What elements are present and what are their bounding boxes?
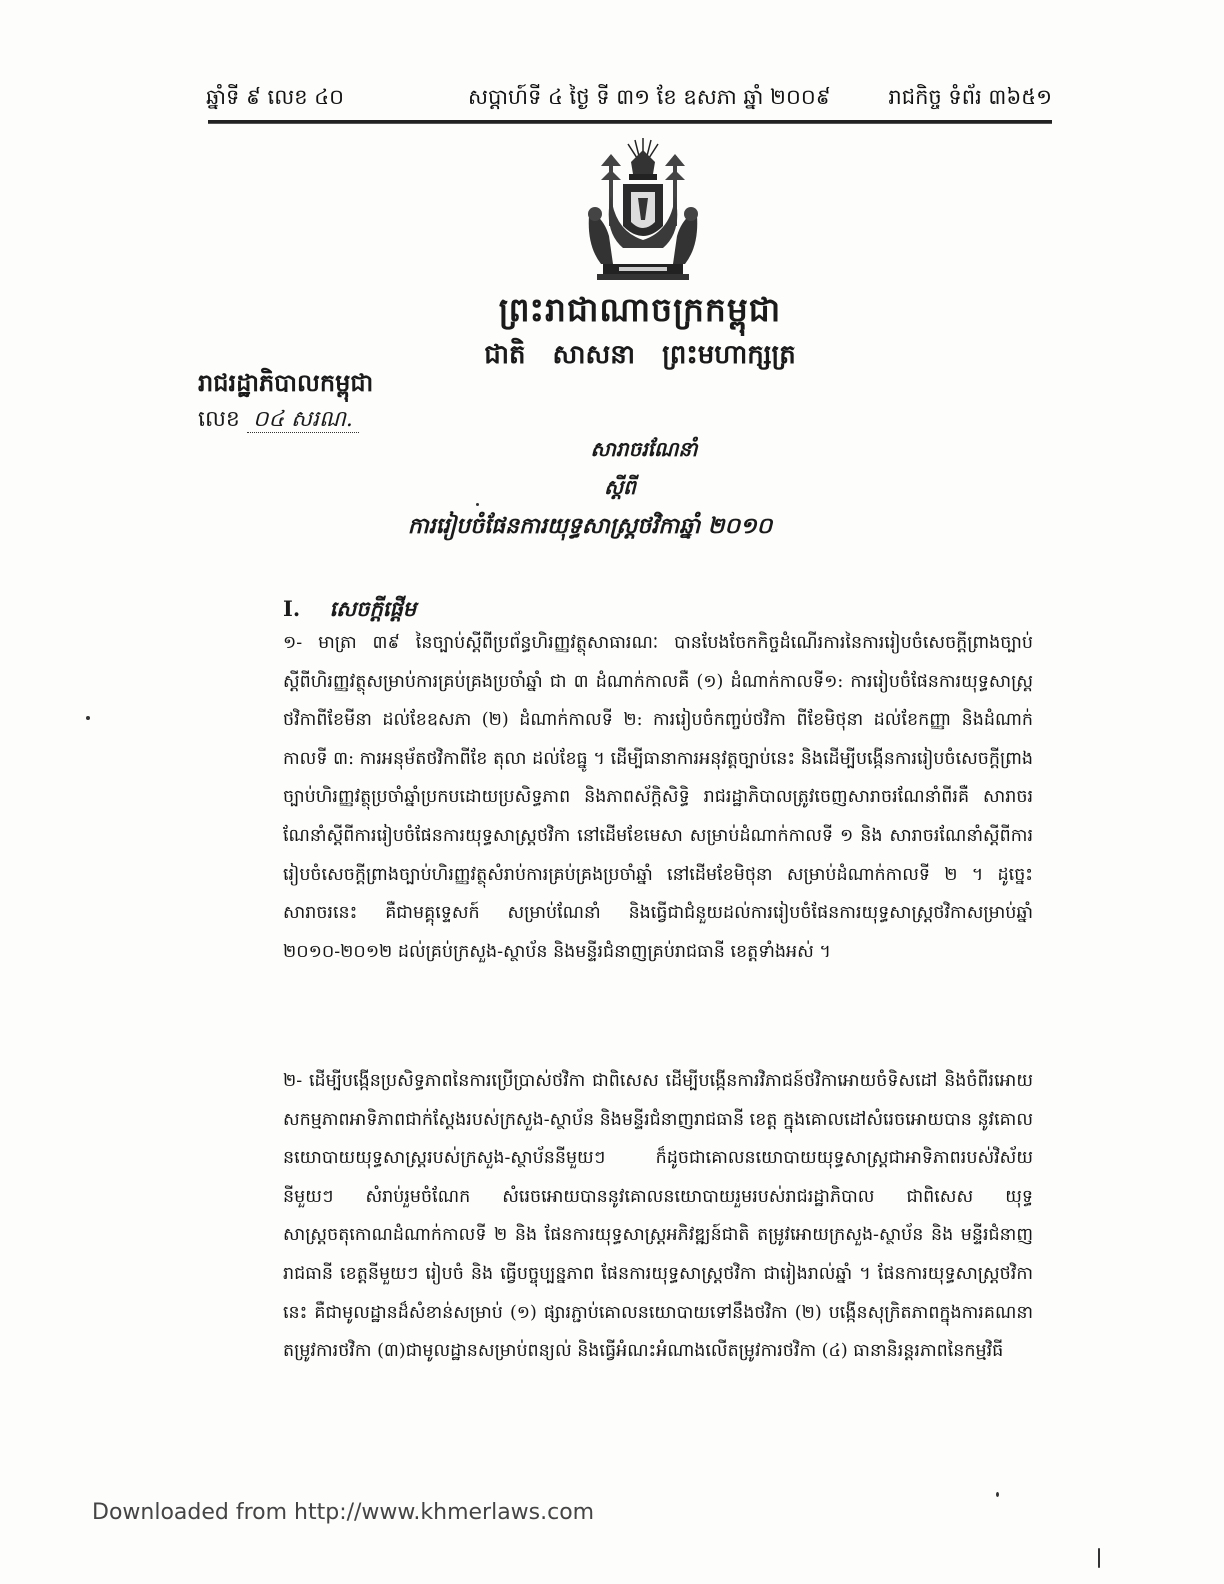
scan-speck bbox=[996, 1492, 999, 1497]
paragraph-1: ១- មាត្រា ៣៩ នៃច្បាប់ស្តីពីប្រព័ន្ធហិរញ្ញវត្ថុសាធារណៈ បានបែងចែកកិច្ចដំណើរការនៃការរៀបចំសេចក្តីព្រាងច្បាប់ស្តីពីហិរញ្ញវត្ថុសម្រាប់ការគ្រប់គ្រងប្រចាំឆ្នាំ ជា ៣ ដំណាក់កាលគឺ (១) ដំណាក់កាលទី១: ការរៀបចំផែនការយុទ្ធសាស្ត្រថវិកាពីខែមីនា ដល់ខែឧសភា (២) ដំណាក់កាលទី ២: ការរៀបចំកញ្ចប់ថវិកា ពីខែមិថុនា ដល់ខែកញ្ញា និងដំណាក់កាលទី ៣: ការអនុម័តថវិកាពីខែ តុលា ដល់ខែធ្នូ ។ ដើម្បីធានាការអនុវត្តច្បាប់នេះ និងដើម្បីបង្កើនការរៀបចំសេចក្តីព្រាងច្បាប់ហិរញ្ញវត្ថុប្រចាំឆ្នាំប្រកបដោយប្រសិទ្ធភាព និងភាពស័ក្តិសិទ្ធិ រាជរដ្ឋាភិបាលត្រូវចេញសារាចរណែនាំពីរគឺ សារាចរណែនាំស្តីពីការរៀបចំផែនការយុទ្ធសាស្ត្រថវិកា នៅដើមខែមេសា សម្រាប់ដំណាក់កាលទី ១ និង សារាចរណែនាំស្តីពីការរៀបចំសេចក្តីព្រាងច្បាប់ហិរញ្ញវត្ថុសំរាប់ការគ្រប់គ្រងប្រចាំឆ្នាំ នៅដើមខែមិថុនា សម្រាប់ដំណាក់កាលទី ២ ។ ដូច្នេះ សារាចរនេះ គឺជាមគ្គុទ្ទេសក៍ សម្រាប់ណែនាំ និងធ្វើជាជំនួយដល់ការរៀបចំផែនការយុទ្ធសាស្ត្រថវិកាសម្រាប់ឆ្នាំ ២០១០-២០១២ ដល់គ្រប់ក្រសួង-ស្ថាប័ន និងមន្ទីរជំនាញគ្រប់រាជធានី ខេត្តទាំងអស់ ។ bbox=[283, 633, 1033, 962]
document-about: ស្តីពី bbox=[604, 475, 636, 499]
section-heading bbox=[283, 596, 416, 627]
section-number: I. bbox=[283, 596, 301, 621]
document-type: សារាចរណែនាំ bbox=[590, 437, 698, 461]
reference-value: ០៤ សរណ. bbox=[247, 407, 359, 433]
scan-speck bbox=[86, 716, 90, 720]
reference-label: លេខ bbox=[198, 407, 240, 432]
reference-number bbox=[198, 405, 359, 437]
gazette-date: សប្តាហ៍ទី ៤ ថ្ងៃ ទី ៣១ ខែ ឧសភា ឆ្នាំ ២០០៩ bbox=[468, 85, 831, 109]
gazette-header bbox=[206, 84, 1052, 118]
paragraph-2: ២- ដើម្បីបង្កើនប្រសិទ្ធភាពនៃការប្រើប្រាស់ថវិកា ជាពិសេស ដើម្បីបង្កើនការវិភាជន៍ថវិកាអោយចំទិសដៅ និងចំពីរអោយសកម្មភាពអាទិភាពជាក់ស្តែងរបស់ក្រសួង-ស្ថាប័ន និងមន្ទីរជំនាញរាជធានី ខេត្ត ក្នុងគោលដៅសំរេចអោយបាន នូវគោលនយោបាយយុទ្ធសាស្ត្ររបស់ក្រសួង-ស្ថាប័ននីមួយៗ ក៏ដូចជាគោលនយោបាយយុទ្ធសាស្ត្រជាអាទិភាពរបស់វិស័យនីមួយៗ សំរាប់រួមចំណែក សំរេចអោយបាននូវគោលនយោបាយរួមរបស់រាជរដ្ឋាភិបាល ជាពិសេស យុទ្ធសាស្ត្រចតុកោណដំណាក់កាលទី ២ និង ផែនការយុទ្ធសាស្ត្រអភិវឌ្ឍន៍ជាតិ តម្រូវអោយក្រសួង-ស្ថាប័ន និង មន្ទីរជំនាញរាជធានី ខេត្តនីមួយៗ រៀបចំ និង ធ្វើបច្ចុប្បន្នភាព ផែនការយុទ្ធសាស្ត្រថវិកា ជារៀងរាល់ឆ្នាំ ។ ផែនការយុទ្ធសាស្ត្រថវិកានេះ គឺជាមូលដ្ឋានដ៏សំខាន់សម្រាប់ (១) ផ្សារភ្ជាប់គោលនយោបាយទៅនឹងថវិកា (២) បង្កើនសុក្រិតភាពក្នុងការគណនាតម្រូវការថវិកា (៣)ជាមូលដ្ឋានសម្រាប់ពន្យល់ និងធ្វើអំណះអំណាងលើតម្រូវការថវិកា (៤) ធានានិរន្តរភាពនៃកម្មវិធី bbox=[283, 1071, 1033, 1362]
national-motto: ជាតិ សាសនា ព្រះមហាក្សត្រ bbox=[484, 340, 796, 370]
gazette-page-number: រាជកិច្ច ទំព័រ ៣៦៥១ bbox=[888, 85, 1052, 109]
section-title: សេចក្តីផ្តើម bbox=[329, 596, 417, 621]
issuing-government: រាជរដ្ឋាភិបាលកម្ពុជា bbox=[198, 368, 374, 397]
document-subject: ការរៀបចំផែនការយុទ្ធសាស្ត្រថវិកាឆ្នាំ ២០១០ bbox=[407, 513, 773, 539]
scan-speck bbox=[476, 503, 479, 506]
kingdom-title: ព្រះរាជាណាចក្រកម្ពុជា bbox=[498, 290, 782, 329]
royal-coat-of-arms-icon bbox=[583, 136, 703, 286]
scan-speck bbox=[1098, 1548, 1100, 1568]
header-divider bbox=[208, 120, 1052, 124]
download-source-footer: Downloaded from http://www.khmerlaws.com bbox=[92, 1500, 595, 1525]
gazette-issue: ឆ្នាំទី ៩ លេខ ៤០ bbox=[206, 85, 344, 109]
